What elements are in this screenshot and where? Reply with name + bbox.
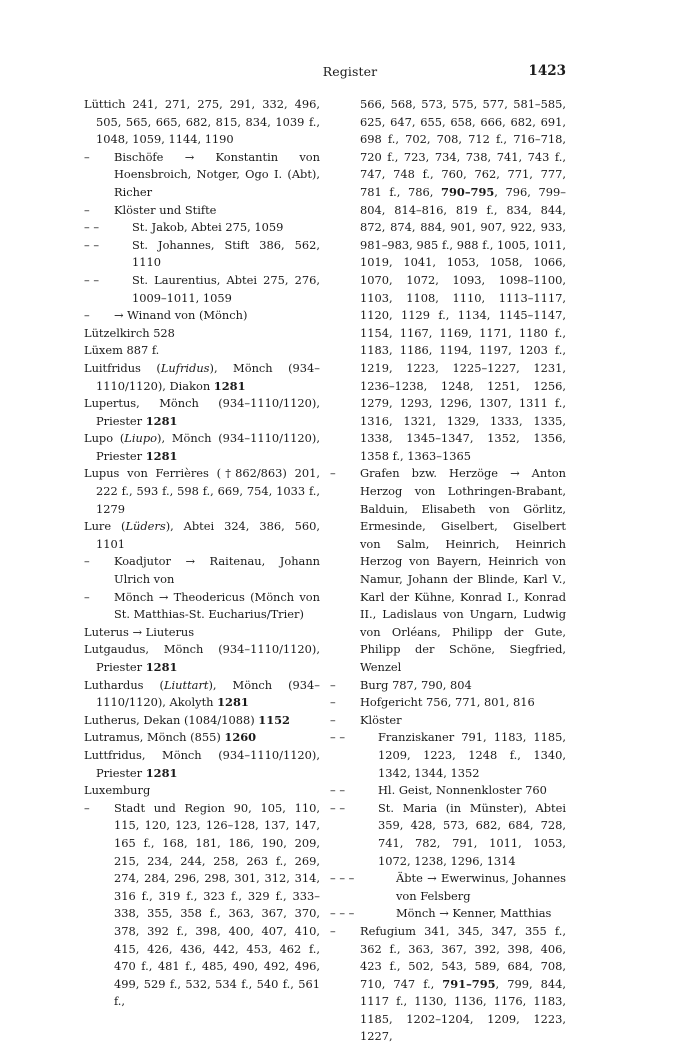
entry-text	[84, 272, 320, 307]
running-header-title: Register	[322, 64, 378, 79]
entry-term: Lutherus, Dekan (1084/1088)	[84, 712, 259, 727]
entry-term: → Winand von (Mönch)	[114, 308, 248, 323]
entry-dash: –	[330, 923, 336, 938]
entry-variant-name: Lufridus	[160, 360, 210, 375]
entry-dash: –	[330, 466, 336, 481]
entry-text	[84, 237, 320, 272]
entry-term: St. Maria (in Münster), Abtei 359, 428, 573, 682, 684, 728, 741, 782, 791, 1011, 1053, 1072, 1238, 1296, 1314	[378, 800, 566, 868]
entry-text	[84, 800, 320, 1011]
index-entry	[84, 677, 320, 712]
index-entry	[84, 747, 320, 782]
entry-dash: – – –	[330, 906, 355, 921]
entry-term: Mönch → Theodericus (Mönch von St. Matthias-St. Eucharius/Trier)	[114, 589, 320, 622]
entry-main-ref: 1281	[217, 695, 249, 710]
index-entry	[330, 800, 566, 870]
entry-dash: – –	[330, 800, 346, 815]
index-entry	[84, 219, 320, 237]
index-entry	[84, 237, 320, 272]
index-entry	[330, 870, 566, 905]
entry-text	[84, 782, 320, 800]
entry-term: Lure (	[84, 519, 126, 534]
entry-variant-name: Liuttart	[163, 677, 209, 692]
entry-text	[84, 219, 320, 237]
entry-term: Franziskaner 791, 1183, 1185, 1209, 1223, 1248 f., 1340, 1342, 1344, 1352	[378, 730, 566, 780]
index-entry	[84, 96, 320, 149]
entry-term: Mönch → Kenner, Matthias	[396, 906, 552, 921]
entry-dash: – –	[330, 783, 346, 798]
entry-main-ref: 1260	[224, 730, 257, 745]
entry-text-cont: ), Mönch (934–1110/1120), Akolyth	[96, 677, 320, 710]
entry-text	[84, 729, 320, 747]
entry-term: St. Johannes, Stift 386, 562, 1110	[132, 237, 320, 270]
entry-main-ref: 1152	[258, 712, 290, 727]
entry-term: Lützelkirch 528	[84, 325, 175, 340]
index-entry	[330, 905, 566, 923]
entry-text	[84, 307, 320, 325]
entry-text	[330, 870, 566, 905]
entry-term: Lupus von Ferrières (†862/863) 201, 222 f., 593 f., 598 f., 669, 754, 1033 f., 1279	[84, 466, 320, 516]
entry-term: Luthardus (	[84, 677, 164, 692]
entry-dash: –	[84, 202, 90, 217]
entry-term: Lüttich 241, 271, 275, 291, 332, 496, 505, 565, 665, 682, 815, 834, 1039 f., 1048, 1059, 1144, 1190	[84, 97, 320, 147]
entry-text	[84, 202, 320, 220]
index-entry	[84, 589, 320, 624]
index-entry	[84, 729, 320, 747]
entry-text-cont: ), Mönch (934–1110/1120), Diakon	[96, 360, 320, 393]
entry-main-ref: 790–795	[441, 184, 495, 199]
index-entry	[84, 307, 320, 325]
entry-term: Lupo (	[84, 431, 125, 446]
entry-term: Stadt und Region 90, 105, 110, 115, 120, 123, 126–128, 137, 147, 165 f., 168, 181, 186, 190, 209, 215, 234, 244, 258, 263 f., 269, 274, 284, 296, 298, 301, 312, 314, 316 f., 319 f., 323 f., 329 f., 333–338, 355, 358 f., 363, 367, 370, 378, 392 f., 398, 400, 407, 410, 415, 426, 436, 442, 453, 462 f., 470 f., 481 f., 485, 490, 492, 496, 499, 529 f., 532, 534 f., 540 f., 561 f.,	[114, 800, 320, 1009]
index-entry	[330, 96, 566, 465]
entry-text	[84, 360, 320, 395]
entry-term: St. Jakob, Abtei 275, 1059	[132, 220, 284, 235]
entry-term: Luterus → Liuterus	[84, 624, 195, 639]
entry-main-ref: 1281	[213, 378, 246, 393]
index-entry	[330, 677, 566, 695]
entry-text	[330, 712, 566, 730]
entry-text	[330, 729, 566, 782]
entry-term: Klöster	[360, 712, 402, 727]
entry-text	[84, 747, 320, 782]
entry-term: Lüxem 887 f.	[84, 343, 160, 358]
entry-variant-name: Liupo	[124, 431, 157, 446]
entry-text	[84, 518, 320, 553]
entry-text	[84, 325, 320, 343]
entry-text	[84, 395, 320, 430]
entry-dash: –	[330, 695, 336, 710]
index-entry	[330, 465, 566, 676]
entry-dash: – –	[84, 272, 100, 287]
entry-term: Äbte → Ewerwinus, Johannes von Felsberg	[396, 871, 566, 903]
entry-text-cont: ), Mönch (934–1110/1120), Priester	[96, 431, 320, 463]
index-entry	[84, 395, 320, 430]
entry-dash: – –	[84, 220, 100, 235]
entry-text	[330, 905, 566, 923]
entry-text	[330, 677, 566, 695]
entry-dash: –	[330, 712, 336, 727]
index-entry	[84, 518, 320, 553]
entry-main-ref: 791–795	[442, 976, 496, 991]
entry-text	[84, 430, 320, 465]
entry-text	[84, 624, 320, 642]
index-entry	[84, 149, 320, 202]
entry-main-ref: 1281	[145, 413, 178, 428]
entry-term: Bischöfe → Konstantin von Hoensbroich, Notger, Ogo I. (Abt), Richer	[114, 149, 320, 199]
index-entry	[84, 782, 320, 800]
entry-term: Koadjutor → Raitenau, Johann Ulrich von	[114, 554, 320, 587]
entry-text	[84, 553, 320, 588]
index-entry	[330, 694, 566, 712]
entry-text	[84, 342, 320, 360]
index-column-left	[84, 96, 320, 1011]
entry-term: 566, 568, 573, 575, 577, 581–585, 625, 647, 655, 658, 666, 682, 691, 698 f., 702, 708, 712 f., 716–718, 720 f., 723, 734, 738, 741, 743 f., 747, 748 f., 760, 762, 771, 777, 781 f., 786,	[360, 97, 566, 199]
entry-text	[330, 800, 566, 870]
index-entry	[84, 624, 320, 642]
entry-main-ref: 1281	[145, 448, 178, 463]
entry-text	[330, 694, 566, 712]
index-entry	[84, 342, 320, 360]
entry-term: Lutramus, Mönch (855)	[84, 730, 225, 745]
entry-text-cont: , 796, 799–804, 814–816, 819 f., 834, 844, 872, 874, 884, 901, 907, 922, 933, 981–983, 985 f., 988 f., 1005, 1011, 1019, 1041, 1053, 1058, 1066, 1070, 1072, 1093, 1098–1100, 1103, 1108, 1110, 1113–1117, 1120, 1129 f., 1134, 1145–1147, 1154, 1167, 1169, 1171, 1180 f., 1183, 1186, 1194, 1197, 1203 f., 1219, 1223, 1225–1227, 1231, 1236–1238, 1248, 1251, 1256, 1279, 1293, 1296, 1307, 1311 f., 1316, 1321, 1329, 1333, 1335, 1338, 1345–1347, 1352, 1356, 1358 f., 1363–1365	[360, 184, 566, 463]
index-entry	[330, 782, 566, 800]
index-entry	[84, 553, 320, 588]
entry-text	[330, 923, 566, 1046]
entry-text	[84, 149, 320, 202]
entry-term: Luitfridus (	[84, 360, 161, 375]
entry-text	[84, 677, 320, 712]
index-entry	[84, 202, 320, 220]
entry-text	[330, 465, 566, 676]
entry-main-ref: 1281	[145, 660, 178, 674]
index-entry	[84, 800, 320, 1011]
entry-text	[84, 589, 320, 624]
entry-dash: –	[330, 677, 336, 692]
entry-dash: – –	[84, 237, 100, 252]
index-entry	[330, 729, 566, 782]
entry-term: Hl. Geist, Nonnenkloster 760	[378, 783, 547, 798]
entry-term: Burg 787, 790, 804	[360, 677, 472, 692]
index-entry	[84, 272, 320, 307]
entry-term: Refugium 341, 345, 347, 355 f., 362 f., 363, 367, 392, 398, 406, 423 f., 502, 543, 589, 684, 708, 710, 747 f.,	[360, 923, 566, 991]
index-entry	[330, 923, 566, 1046]
entry-dash: –	[84, 589, 90, 604]
entry-term: Grafen bzw. Herzöge → Anton Herzog von Lothringen-Brabant, Balduin, Elisabeth von Görlitz, Ermesinde, Giselbert, Giselbert von Salm, Heinrich, Heinrich Herzog von Bayern, Heinrich von Namur, Johann der Blinde, Karl V., Karl der Kühne, Konrad I., Konrad II., Ladislaus von Ungarn, Ludwig von Orléans, Philipp der Gute, Philipp der Schöne, Siegfried, Wenzel	[360, 466, 566, 674]
entry-text	[330, 782, 566, 800]
index-entry	[84, 325, 320, 343]
entry-text	[84, 465, 320, 518]
entry-text-cont: ), Abtei 324, 386, 560, 1101	[96, 519, 320, 551]
entry-term: Hofgericht 756, 771, 801, 816	[360, 695, 535, 710]
entry-dash: – – –	[330, 871, 355, 886]
index-entry	[330, 712, 566, 730]
entry-text-cont: , 799, 844, 1117 f., 1130, 1136, 1176, 1183, 1185, 1202–1204, 1209, 1223, 1227,	[360, 976, 566, 1044]
index-entry	[84, 641, 320, 676]
entry-term: Lupertus, Mönch (934–1110/1120), Priester	[84, 396, 320, 428]
entry-main-ref: 1281	[145, 765, 178, 780]
entry-text	[84, 641, 320, 676]
entry-term: Luxemburg	[84, 783, 151, 798]
entry-dash: –	[84, 308, 90, 323]
entry-term: Lutgaudus, Mönch (934–1110/1120), Priester	[84, 642, 320, 674]
entry-term: St. Laurentius, Abtei 275, 276, 1009–1011, 1059	[132, 272, 320, 305]
entry-text	[84, 712, 320, 730]
entry-dash: –	[84, 800, 90, 815]
index-entry	[84, 712, 320, 730]
entry-term: Luttfridus, Mönch (934–1110/1120), Priester	[84, 747, 320, 780]
entry-dash: – –	[330, 730, 346, 745]
page-number: 1423	[528, 63, 566, 79]
entry-term: Klöster und Stifte	[114, 202, 217, 217]
entry-dash: –	[84, 554, 90, 569]
index-column-right	[330, 96, 566, 1046]
index-entry	[84, 465, 320, 518]
entry-variant-name: Lüders	[125, 519, 166, 534]
index-entry	[84, 360, 320, 395]
entry-text	[330, 96, 566, 465]
entry-text	[84, 96, 320, 149]
entry-dash: –	[84, 149, 90, 164]
index-entry	[84, 430, 320, 465]
